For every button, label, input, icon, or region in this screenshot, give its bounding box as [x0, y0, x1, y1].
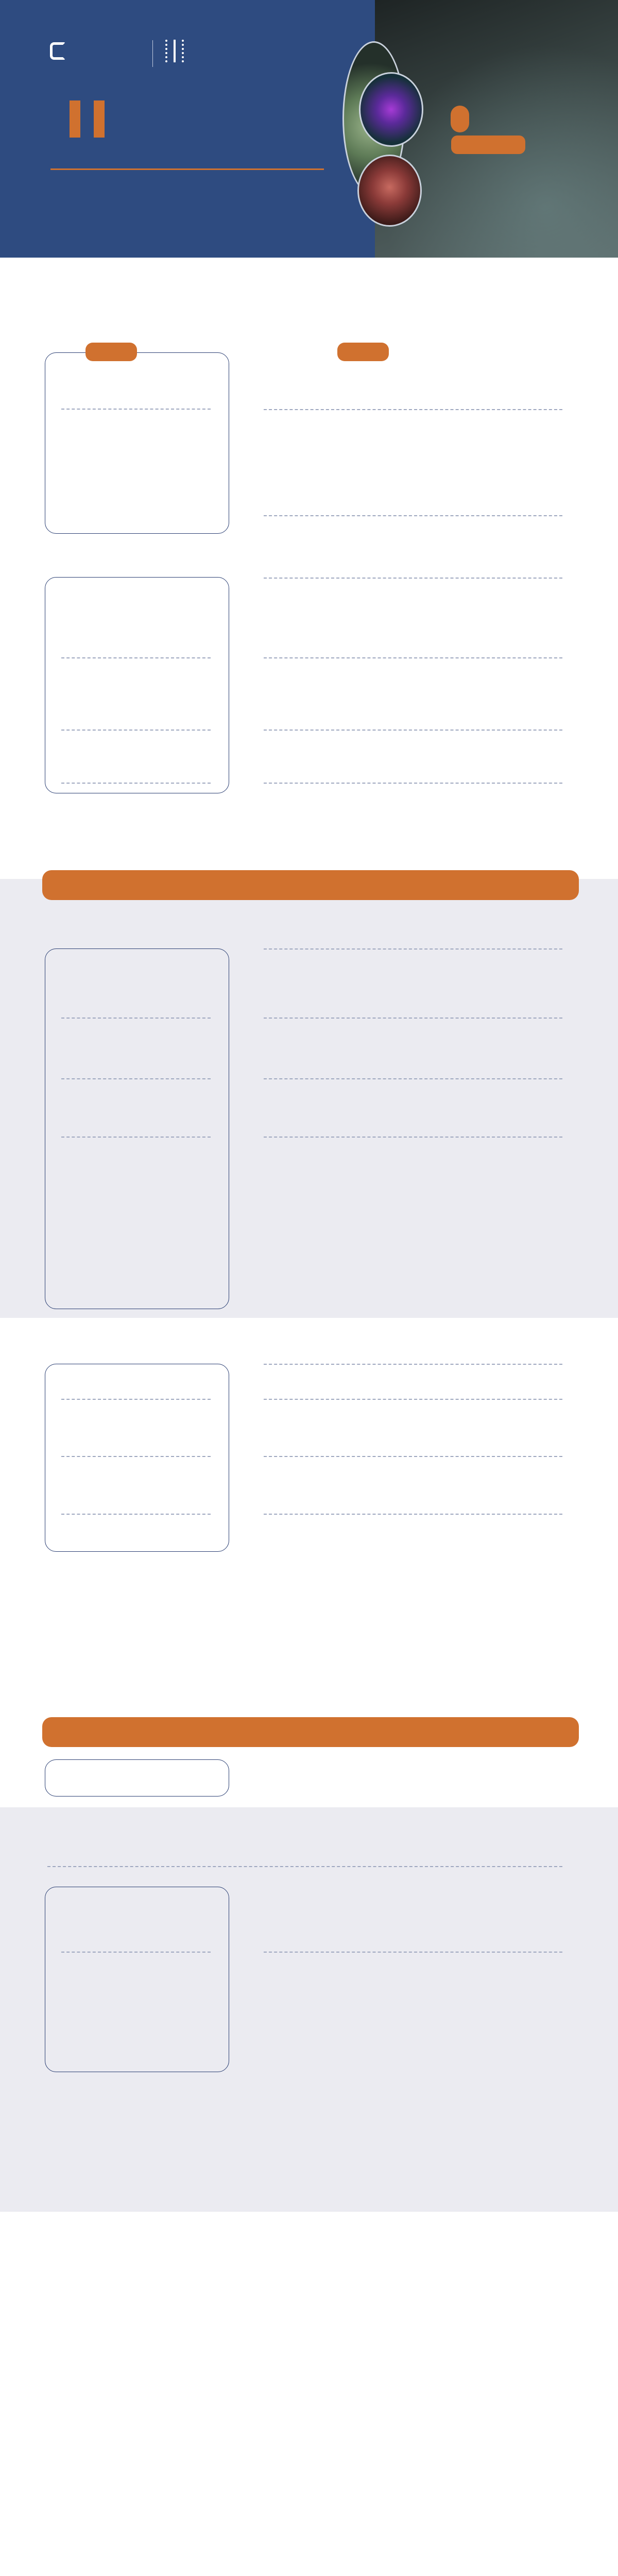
los-cobos-mark-icon — [50, 42, 65, 60]
schedule-item — [264, 1406, 568, 1410]
el-bosque-tree-icon — [165, 40, 184, 62]
time-box-session4 — [45, 1887, 229, 2072]
divider — [61, 730, 211, 731]
logo-divider — [152, 40, 153, 67]
column-header-tema — [337, 343, 389, 361]
divider — [61, 1456, 211, 1457]
break-bar-receso — [42, 870, 579, 900]
divider — [264, 409, 562, 410]
hero-banner — [0, 0, 618, 258]
divider — [264, 783, 562, 784]
divider — [264, 1018, 562, 1019]
divider — [264, 578, 562, 579]
divider — [61, 409, 211, 410]
schedule-item — [264, 1240, 568, 1243]
time-box-block1 — [45, 352, 229, 534]
time-box-session2 — [45, 948, 229, 1309]
time-box-lunch — [45, 1759, 229, 1797]
divider — [61, 1399, 211, 1400]
divider — [264, 1137, 562, 1138]
el-bosque-logo — [165, 40, 187, 62]
divider — [264, 948, 562, 950]
date-and-badge — [451, 106, 469, 132]
schedule-item — [264, 1090, 568, 1094]
schedule-item — [264, 421, 568, 428]
divider — [264, 515, 562, 516]
divider — [264, 1364, 562, 1365]
schedule-item — [264, 740, 568, 742]
date-month-badge — [451, 135, 525, 154]
divider — [264, 1952, 562, 1953]
column-header-horario — [85, 343, 137, 361]
time-box-session1 — [45, 577, 229, 793]
schedule-item — [264, 1026, 568, 1030]
divider — [61, 1078, 211, 1079]
cardiac-scan-image-3 — [357, 155, 422, 227]
divider — [264, 730, 562, 731]
schedule-item — [264, 1370, 568, 1374]
edition-numeral-ii — [70, 100, 105, 138]
schedule-item — [264, 669, 568, 673]
divider — [61, 657, 211, 658]
divider — [264, 1078, 562, 1079]
divider — [264, 657, 562, 658]
break-bar-preguntas — [42, 1717, 579, 1747]
divider — [61, 1514, 211, 1515]
schedule-item — [264, 956, 568, 962]
schedule-item — [264, 1522, 568, 1523]
divider — [61, 1137, 211, 1138]
divider — [61, 1952, 211, 1953]
schedule-item — [264, 793, 568, 798]
divider — [264, 1399, 562, 1400]
cardiac-scan-image-2 — [359, 72, 423, 147]
los-cobos-logo — [50, 42, 68, 60]
divider — [264, 1514, 562, 1515]
divider — [61, 783, 211, 784]
divider — [47, 1866, 562, 1867]
divider — [264, 1456, 562, 1457]
divider — [61, 1018, 211, 1019]
schedule-item — [264, 1889, 568, 1894]
schedule-item — [264, 1465, 568, 1468]
time-box-session3 — [45, 1364, 229, 1552]
schedule-item — [264, 591, 568, 595]
hero-divider — [50, 168, 324, 170]
